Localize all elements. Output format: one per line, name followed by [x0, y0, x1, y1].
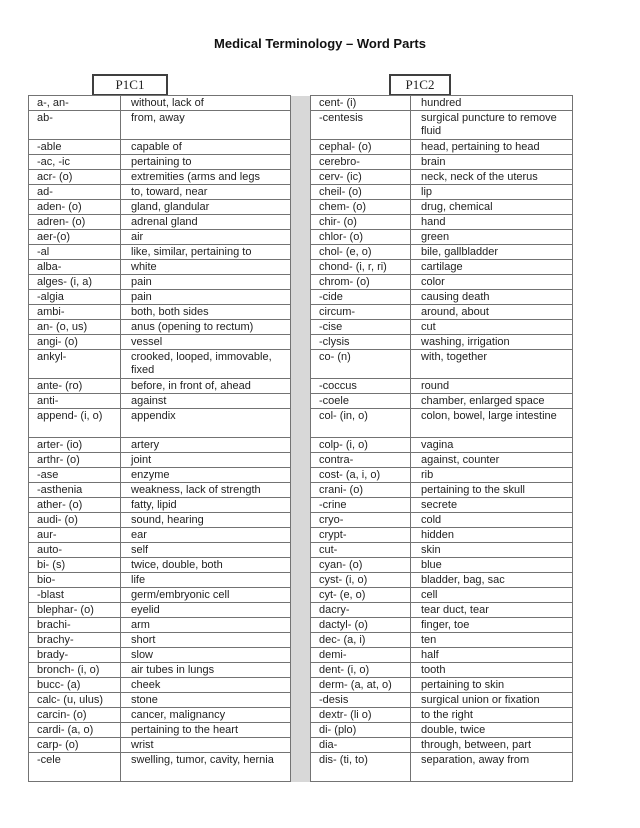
word-part-cell: aer-(o)	[29, 230, 121, 245]
meaning-cell: head, pertaining to head	[411, 140, 573, 155]
word-part-cell: -ase	[29, 468, 121, 483]
table-row	[29, 648, 573, 663]
meaning-cell: cartilage	[411, 260, 573, 275]
meaning-cell: eyelid	[121, 603, 291, 618]
word-part-cell: carcin- (o)	[29, 708, 121, 723]
meaning-cell: bile, gallbladder	[411, 245, 573, 260]
meaning-cell: adrenal gland	[121, 215, 291, 230]
word-part-cell: aur-	[29, 528, 121, 543]
word-part-cell: -ac, -ic	[29, 155, 121, 170]
meaning-cell: washing, irrigation	[411, 335, 573, 350]
word-part-cell: audi- (o)	[29, 513, 121, 528]
word-part-cell: -coele	[311, 394, 411, 409]
meaning-cell: sound, hearing	[121, 513, 291, 528]
meaning-cell: anus (opening to rectum)	[121, 320, 291, 335]
meaning-cell: colon, bowel, large intestine	[411, 409, 573, 438]
word-part-cell: -desis	[311, 693, 411, 708]
word-part-cell: dacry-	[311, 603, 411, 618]
table-row	[29, 170, 573, 185]
meaning-cell: capable of	[121, 140, 291, 155]
section-label-p1c2	[389, 74, 451, 96]
meaning-cell: germ/embryonic cell	[121, 588, 291, 603]
word-part-cell: colp- (i, o)	[311, 438, 411, 453]
meaning-cell: swelling, tumor, cavity, hernia	[121, 753, 291, 782]
word-part-cell: ante- (ro)	[29, 379, 121, 394]
table-gap-strip	[291, 260, 311, 275]
word-part-cell: -clysis	[311, 335, 411, 350]
table-gap-strip	[291, 185, 311, 200]
word-part-cell: ambi-	[29, 305, 121, 320]
table-row	[29, 513, 573, 528]
word-part-cell: circum-	[311, 305, 411, 320]
meaning-cell: to the right	[411, 708, 573, 723]
table-row	[29, 753, 573, 782]
word-part-cell: arter- (io)	[29, 438, 121, 453]
table-gap-strip	[291, 215, 311, 230]
table-gap-strip	[291, 678, 311, 693]
meaning-cell: neck, neck of the uterus	[411, 170, 573, 185]
meaning-cell: appendix	[121, 409, 291, 438]
word-part-cell: col- (in, o)	[311, 409, 411, 438]
meaning-cell: bladder, bag, sac	[411, 573, 573, 588]
word-part-cell: chir- (o)	[311, 215, 411, 230]
table-row	[29, 498, 573, 513]
meaning-cell: cheek	[121, 678, 291, 693]
meaning-cell: brain	[411, 155, 573, 170]
table-gap-strip	[291, 663, 311, 678]
table-gap-strip	[291, 648, 311, 663]
meaning-cell: from, away	[121, 111, 291, 140]
meaning-cell: vagina	[411, 438, 573, 453]
table-gap-strip	[291, 513, 311, 528]
table-gap-strip	[291, 320, 311, 335]
table-row	[29, 573, 573, 588]
table-gap-strip	[291, 96, 311, 111]
meaning-cell: arm	[121, 618, 291, 633]
table-gap-strip	[291, 708, 311, 723]
table-gap-strip	[291, 230, 311, 245]
meaning-cell: cell	[411, 588, 573, 603]
table-gap-strip	[291, 603, 311, 618]
word-part-cell: cost- (a, i, o)	[311, 468, 411, 483]
meaning-cell: pertaining to the skull	[411, 483, 573, 498]
word-part-cell: brady-	[29, 648, 121, 663]
meaning-cell: cut	[411, 320, 573, 335]
word-part-cell: -crine	[311, 498, 411, 513]
table-gap-strip	[291, 394, 311, 409]
table-row	[29, 379, 573, 394]
word-part-cell: cent- (i)	[311, 96, 411, 111]
meaning-cell: pertaining to	[121, 155, 291, 170]
word-part-cell: -centesis	[311, 111, 411, 140]
table-gap-strip	[291, 350, 311, 379]
meaning-cell: around, about	[411, 305, 573, 320]
table-row	[29, 708, 573, 723]
word-part-cell: a-, an-	[29, 96, 121, 111]
table-row	[29, 350, 573, 379]
table-row	[29, 723, 573, 738]
meaning-cell: ear	[121, 528, 291, 543]
word-part-cell: di- (plo)	[311, 723, 411, 738]
meaning-cell: weakness, lack of strength	[121, 483, 291, 498]
table-row	[29, 245, 573, 260]
word-part-cell: -blast	[29, 588, 121, 603]
word-part-cell: an- (o, us)	[29, 320, 121, 335]
word-part-cell: bi- (s)	[29, 558, 121, 573]
section-label-p1c2-text: P1C2	[405, 77, 435, 92]
word-part-cell: ab-	[29, 111, 121, 140]
table-gap-strip	[291, 379, 311, 394]
word-part-cell: co- (n)	[311, 350, 411, 379]
word-part-cell: append- (i, o)	[29, 409, 121, 438]
word-part-cell: arthr- (o)	[29, 453, 121, 468]
meaning-cell: to, toward, near	[121, 185, 291, 200]
table-gap-strip	[291, 305, 311, 320]
table-row	[29, 230, 573, 245]
meaning-cell: fatty, lipid	[121, 498, 291, 513]
word-part-cell: dextr- (li o)	[311, 708, 411, 723]
meaning-cell: secrete	[411, 498, 573, 513]
table-gap-strip	[291, 200, 311, 215]
table-row	[29, 320, 573, 335]
table-row	[29, 483, 573, 498]
word-part-cell: -able	[29, 140, 121, 155]
table-gap-strip	[291, 170, 311, 185]
table-row	[29, 603, 573, 618]
word-part-cell: adren- (o)	[29, 215, 121, 230]
meaning-cell: artery	[121, 438, 291, 453]
word-part-cell: -al	[29, 245, 121, 260]
table-gap-strip	[291, 245, 311, 260]
meaning-cell: air	[121, 230, 291, 245]
table-row	[29, 200, 573, 215]
word-part-cell: cut-	[311, 543, 411, 558]
meaning-cell: green	[411, 230, 573, 245]
meaning-cell: color	[411, 275, 573, 290]
word-part-cell: chond- (i, r, ri)	[311, 260, 411, 275]
meaning-cell: surgical union or fixation	[411, 693, 573, 708]
table-row	[29, 275, 573, 290]
word-part-cell: dis- (ti, to)	[311, 753, 411, 782]
word-part-cell: ankyl-	[29, 350, 121, 379]
word-part-cell: dia-	[311, 738, 411, 753]
meaning-cell: hidden	[411, 528, 573, 543]
word-part-cell: anti-	[29, 394, 121, 409]
word-part-cell: angi- (o)	[29, 335, 121, 350]
table-row	[29, 111, 573, 140]
table-row	[29, 633, 573, 648]
meaning-cell: rib	[411, 468, 573, 483]
table-row	[29, 618, 573, 633]
meaning-cell: wrist	[121, 738, 291, 753]
word-part-cell: dent- (i, o)	[311, 663, 411, 678]
word-part-cell: cheil- (o)	[311, 185, 411, 200]
meaning-cell: twice, double, both	[121, 558, 291, 573]
meaning-cell: both, both sides	[121, 305, 291, 320]
word-part-cell: auto-	[29, 543, 121, 558]
table-row	[29, 543, 573, 558]
meaning-cell: gland, glandular	[121, 200, 291, 215]
table-gap-strip	[291, 468, 311, 483]
word-part-cell: cardi- (a, o)	[29, 723, 121, 738]
page-title: Medical Terminology – Word Parts	[214, 36, 426, 51]
meaning-cell: cancer, malignancy	[121, 708, 291, 723]
meaning-cell: without, lack of	[121, 96, 291, 111]
table-row	[29, 305, 573, 320]
word-part-cell: brachi-	[29, 618, 121, 633]
meaning-cell: drug, chemical	[411, 200, 573, 215]
word-part-cell: demi-	[311, 648, 411, 663]
table-row	[29, 693, 573, 708]
meaning-cell: cold	[411, 513, 573, 528]
word-part-cell: cyst- (i, o)	[311, 573, 411, 588]
meaning-cell: white	[121, 260, 291, 275]
word-part-cell: alba-	[29, 260, 121, 275]
table-row	[29, 438, 573, 453]
table-gap-strip	[291, 453, 311, 468]
meaning-cell: like, similar, pertaining to	[121, 245, 291, 260]
word-part-cell: cyt- (e, o)	[311, 588, 411, 603]
table-row	[29, 678, 573, 693]
table-row	[29, 528, 573, 543]
word-part-cell: bio-	[29, 573, 121, 588]
word-part-cell: -cele	[29, 753, 121, 782]
meaning-cell: slow	[121, 648, 291, 663]
table-row	[29, 260, 573, 275]
meaning-cell: crooked, looped, immovable, fixed	[121, 350, 291, 379]
table-gap-strip	[291, 618, 311, 633]
word-part-cell: -algia	[29, 290, 121, 305]
meaning-cell: air tubes in lungs	[121, 663, 291, 678]
meaning-cell: through, between, part	[411, 738, 573, 753]
meaning-cell: round	[411, 379, 573, 394]
table-gap-strip	[291, 335, 311, 350]
meaning-cell: self	[121, 543, 291, 558]
meaning-cell: pain	[121, 290, 291, 305]
table-gap-strip	[291, 573, 311, 588]
meaning-cell: half	[411, 648, 573, 663]
meaning-cell: tooth	[411, 663, 573, 678]
meaning-cell: surgical puncture to remove fluid	[411, 111, 573, 140]
table-gap-strip	[291, 558, 311, 573]
table-row	[29, 140, 573, 155]
word-part-cell: acr- (o)	[29, 170, 121, 185]
table-gap-strip	[291, 275, 311, 290]
meaning-cell: finger, toe	[411, 618, 573, 633]
word-part-cell: blephar- (o)	[29, 603, 121, 618]
table-row	[29, 468, 573, 483]
table-row	[29, 738, 573, 753]
table-row	[29, 394, 573, 409]
word-part-cell: aden- (o)	[29, 200, 121, 215]
meaning-cell: vessel	[121, 335, 291, 350]
table-row	[29, 453, 573, 468]
word-part-cell: cryo-	[311, 513, 411, 528]
table-row	[29, 96, 573, 111]
word-part-cell: chrom- (o)	[311, 275, 411, 290]
table-gap-strip	[291, 498, 311, 513]
table-gap-strip	[291, 588, 311, 603]
word-part-cell: alges- (i, a)	[29, 275, 121, 290]
section-label-p1c1	[92, 74, 168, 96]
table-gap-strip	[291, 633, 311, 648]
table-row	[29, 290, 573, 305]
word-part-cell: cerv- (ic)	[311, 170, 411, 185]
table-gap-strip	[291, 543, 311, 558]
meaning-cell: life	[121, 573, 291, 588]
meaning-cell: hundred	[411, 96, 573, 111]
word-part-cell: -cide	[311, 290, 411, 305]
word-part-cell: contra-	[311, 453, 411, 468]
table-gap-strip	[291, 693, 311, 708]
word-part-cell: dactyl- (o)	[311, 618, 411, 633]
word-part-cell: carp- (o)	[29, 738, 121, 753]
word-part-cell: chem- (o)	[311, 200, 411, 215]
meaning-cell: lip	[411, 185, 573, 200]
word-part-cell: cyan- (o)	[311, 558, 411, 573]
table-row	[29, 663, 573, 678]
table-row	[29, 588, 573, 603]
meaning-cell: short	[121, 633, 291, 648]
meaning-cell: hand	[411, 215, 573, 230]
table-row	[29, 185, 573, 200]
word-part-cell: chlor- (o)	[311, 230, 411, 245]
meaning-cell: pertaining to the heart	[121, 723, 291, 738]
table-row	[29, 155, 573, 170]
meaning-cell: with, together	[411, 350, 573, 379]
meaning-cell: joint	[121, 453, 291, 468]
word-part-cell: bronch- (i, o)	[29, 663, 121, 678]
table-gap-strip	[291, 155, 311, 170]
meaning-cell: blue	[411, 558, 573, 573]
word-part-cell: chol- (e, o)	[311, 245, 411, 260]
table-gap-strip	[291, 483, 311, 498]
meaning-cell: stone	[121, 693, 291, 708]
table-row	[29, 409, 573, 438]
word-part-cell: -cise	[311, 320, 411, 335]
table-gap-strip	[291, 753, 311, 782]
meaning-cell: pertaining to skin	[411, 678, 573, 693]
table-gap-strip	[291, 111, 311, 140]
table-gap-strip	[291, 140, 311, 155]
meaning-cell: against	[121, 394, 291, 409]
meaning-cell: before, in front of, ahead	[121, 379, 291, 394]
meaning-cell: pain	[121, 275, 291, 290]
meaning-cell: ten	[411, 633, 573, 648]
word-part-cell: brachy-	[29, 633, 121, 648]
table-row	[29, 215, 573, 230]
meaning-cell: double, twice	[411, 723, 573, 738]
meaning-cell: enzyme	[121, 468, 291, 483]
table-gap-strip	[291, 290, 311, 305]
word-part-cell: crypt-	[311, 528, 411, 543]
table-gap-strip	[291, 438, 311, 453]
table-row	[29, 558, 573, 573]
table-gap-strip	[291, 738, 311, 753]
meaning-cell: tear duct, tear	[411, 603, 573, 618]
word-part-cell: calc- (u, ulus)	[29, 693, 121, 708]
word-part-cell: dec- (a, i)	[311, 633, 411, 648]
meaning-cell: chamber, enlarged space	[411, 394, 573, 409]
table-gap-strip	[291, 409, 311, 438]
table-gap-strip	[291, 528, 311, 543]
meaning-cell: separation, away from	[411, 753, 573, 782]
word-part-cell: ather- (o)	[29, 498, 121, 513]
meaning-cell: against, counter	[411, 453, 573, 468]
word-part-cell: bucc- (a)	[29, 678, 121, 693]
word-part-cell: cephal- (o)	[311, 140, 411, 155]
table-row	[29, 335, 573, 350]
word-parts-table	[28, 95, 573, 782]
meaning-cell: skin	[411, 543, 573, 558]
table-gap-strip	[291, 723, 311, 738]
meaning-cell: extremities (arms and legs	[121, 170, 291, 185]
word-part-cell: -coccus	[311, 379, 411, 394]
word-part-cell: -asthenia	[29, 483, 121, 498]
meaning-cell: causing death	[411, 290, 573, 305]
section-label-p1c1-text: P1C1	[115, 77, 145, 92]
word-part-cell: cerebro-	[311, 155, 411, 170]
word-part-cell: crani- (o)	[311, 483, 411, 498]
word-part-cell: derm- (a, at, o)	[311, 678, 411, 693]
word-part-cell: ad-	[29, 185, 121, 200]
